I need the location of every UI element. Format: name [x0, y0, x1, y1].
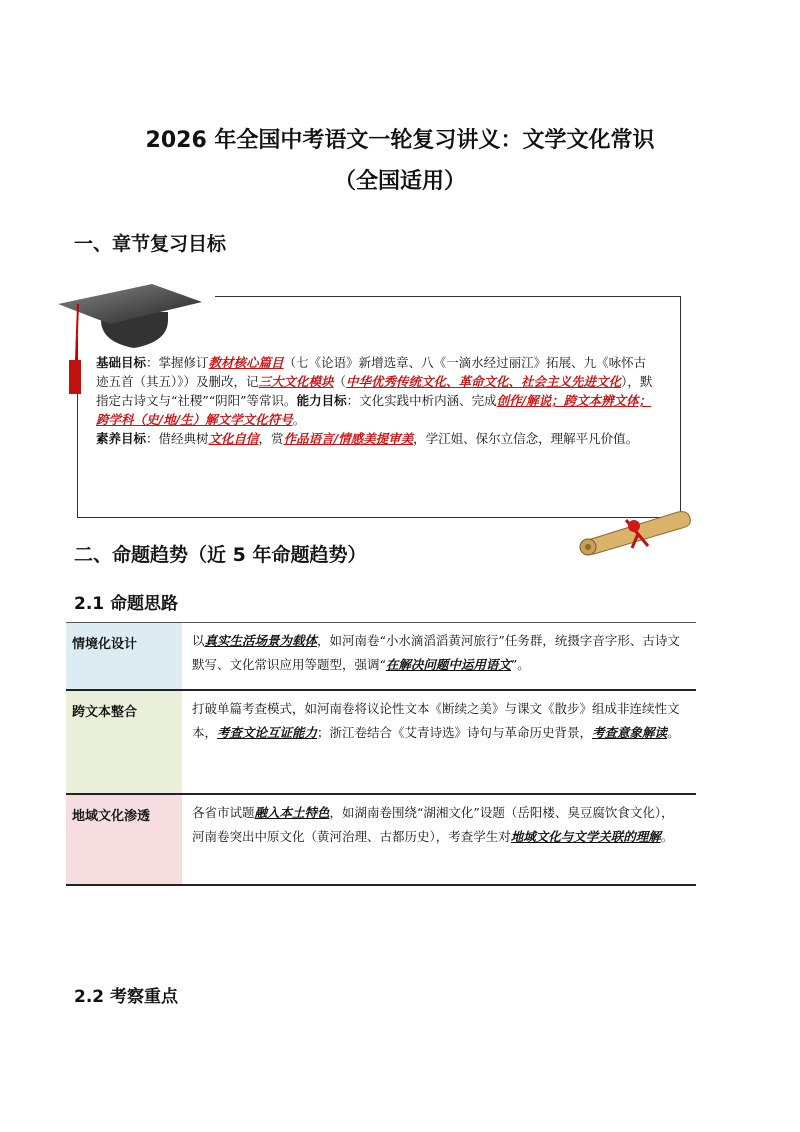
subsection-2-1-heading: 2.1 命题思路	[74, 594, 179, 614]
trend-table	[66, 622, 696, 886]
table-row	[66, 794, 696, 885]
section2-heading: 二、命题趋势（近 5 年命题趋势）	[74, 544, 367, 566]
row-label: 情境化设计	[66, 623, 182, 690]
subsection-2-2-heading: 2.2 考察重点	[74, 987, 179, 1007]
goals-text: 基础目标：掌握修订教材核心篇目（七《论语》新增选章、八《一滴水经过丽江》拓展、九《咏怀古迹五首（其五）》）及删改，记三大文化模块（中华优秀传统文化、革命文化、社会主义先进文化），默指定古诗文与“社稷”“阴阳”等常识。能力目标：文化实践中析内涵、完成创作/解说；跨文本辨文体；跨学科（史/地/生）解文学文化符号。 素养目标：借经典树文化自信，赏作品语言/情感美提审美，学江姐、保尔立信念，理解平凡价值。	[96, 355, 653, 446]
row-label: 跨文本整合	[66, 690, 182, 794]
row-text: 各省市试题融入本土特色，如湖南卷围绕“湖湘文化”设题（岳阳楼、臭豆腐饮食文化），河南卷突出中原文化（黄河治理、古都历史），考查学生对地域文化与文学关联的理解。	[192, 804, 674, 844]
table-row	[66, 690, 696, 794]
row-text: 以真实生活场景为载体，如河南卷“小水滴滔滔黄河旅行”任务群，统摄字音字形、古诗文默写、文化常识应用等题型，强调“在解决问题中运用语文”。	[192, 633, 680, 672]
document-subtitle: （全国适用）	[333, 169, 466, 194]
row-label: 地域文化渗透	[66, 794, 182, 885]
row-text: 打破单篇考查模式，如河南卷将议论性文本《断续之美》与课文《散步》组成非连续性文本，考查文论互证能力；浙江卷结合《艾青诗选》诗句与革命历史背景，考查意象解读。	[192, 700, 680, 740]
section1-heading: 一、章节复习目标	[74, 233, 227, 255]
document-title: 2026 年全国中考语文一轮复习讲义：文学文化常识	[145, 128, 655, 153]
diploma-scroll-icon	[578, 500, 698, 560]
table-row	[66, 623, 696, 690]
